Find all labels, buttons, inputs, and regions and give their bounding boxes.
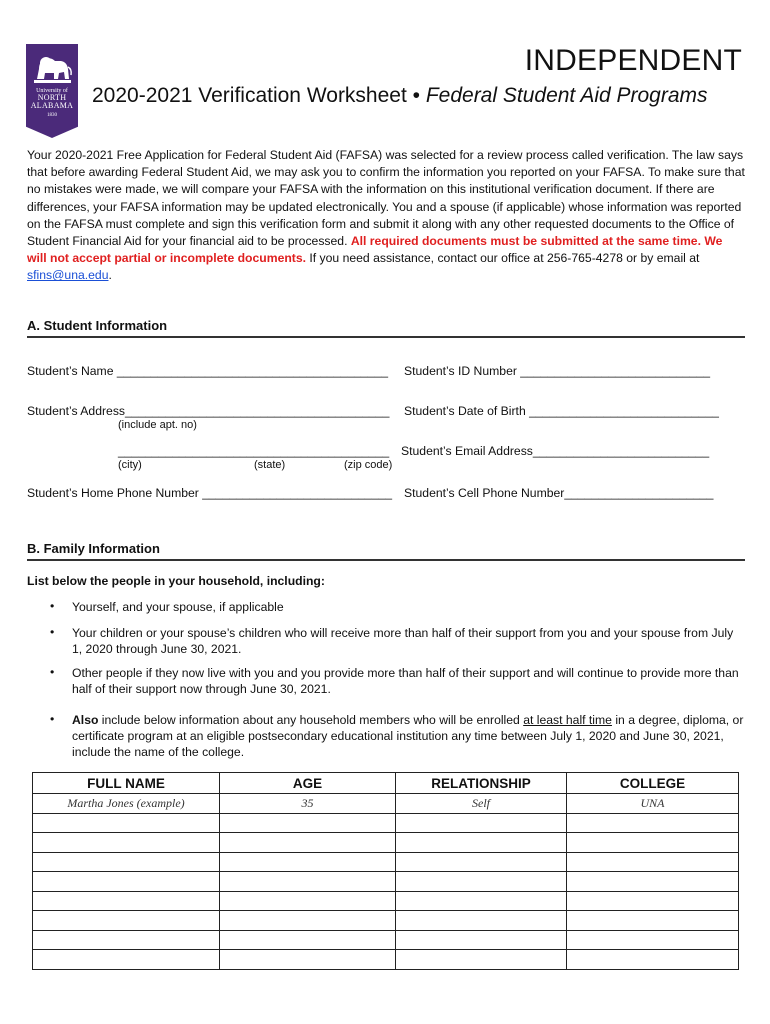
student-address-field[interactable]: Student’s Address_______________________________________	[27, 404, 390, 418]
cell-age[interactable]	[220, 911, 396, 931]
required-warning: All required documents must be submitted at the same time. We will not accept partial or incomplete documents.	[27, 234, 723, 266]
cell-age[interactable]	[220, 833, 396, 853]
cell-relationship[interactable]	[396, 813, 567, 833]
cell-age[interactable]	[220, 852, 396, 872]
cell-relationship[interactable]	[396, 891, 567, 911]
logo-line2: NORTH	[37, 93, 67, 102]
table-row[interactable]	[33, 833, 739, 853]
title-italic: Federal Student Aid Programs	[425, 84, 708, 107]
cell-age[interactable]	[220, 950, 396, 970]
student-name-field[interactable]: Student’s Name ________________________________________	[27, 364, 389, 378]
email-link[interactable]: sfins@una.edu	[27, 268, 109, 283]
table-row[interactable]	[33, 930, 739, 950]
example-college: UNA	[567, 794, 739, 814]
logo-established: 1830	[47, 113, 57, 118]
table-row[interactable]	[33, 813, 739, 833]
lion-icon	[31, 49, 73, 89]
bullet-text-b: in a degree, diploma, or certificate program at an eligible postsecondary educational institution any time between July 1, 2020 and June 30, 2021, include the name of the college.	[72, 713, 744, 759]
page-title	[92, 84, 708, 108]
table-row[interactable]	[33, 852, 739, 872]
table-row[interactable]	[33, 911, 739, 931]
cell-college[interactable]	[567, 891, 739, 911]
cell-relationship[interactable]	[396, 833, 567, 853]
table-row-example	[33, 794, 739, 814]
half-time-term: at least half time	[523, 713, 612, 727]
student-id-field[interactable]: Student’s ID Number ____________________________	[404, 364, 711, 378]
table-header-row	[33, 773, 739, 794]
dependency-status: INDEPENDENT	[524, 44, 742, 77]
title-main: 2020-2021 Verification Worksheet •	[92, 84, 426, 107]
section-a-divider	[27, 336, 745, 338]
logo-line1: University of	[36, 88, 68, 94]
cell-name[interactable]	[33, 852, 220, 872]
cell-name[interactable]	[33, 813, 220, 833]
cell-name[interactable]	[33, 891, 220, 911]
cell-name[interactable]	[33, 930, 220, 950]
intro-paragraph	[27, 147, 745, 285]
cell-college[interactable]	[567, 872, 739, 892]
bullet-also: Also	[72, 713, 99, 727]
cell-relationship[interactable]	[396, 950, 567, 970]
bullet-item: Your children or your spouse’s children who will receive more than half of their support from you and your spouse from July 1, 2020 through June 30, 2021.	[72, 626, 734, 656]
col-college: COLLEGE	[567, 773, 739, 794]
cell-name[interactable]	[33, 950, 220, 970]
bullet-icon: •	[50, 599, 55, 613]
zip-caption: (zip code)	[344, 459, 393, 471]
bullet-icon: •	[50, 712, 55, 726]
cell-relationship[interactable]	[396, 930, 567, 950]
example-name: Martha Jones (example)	[33, 794, 220, 814]
cell-college[interactable]	[567, 911, 739, 931]
cell-relationship[interactable]	[396, 872, 567, 892]
cell-phone-field[interactable]: Student’s Cell Phone Number______________________	[404, 486, 714, 500]
example-relationship: Self	[396, 794, 567, 814]
cell-age[interactable]	[220, 813, 396, 833]
apt-note: (include apt. no)	[118, 419, 197, 431]
table-row[interactable]	[33, 950, 739, 970]
student-email-field[interactable]: Student’s Email Address__________________________	[401, 444, 710, 458]
cell-college[interactable]	[567, 950, 739, 970]
cell-age[interactable]	[220, 872, 396, 892]
table-row[interactable]	[33, 872, 739, 892]
example-age: 35	[220, 794, 396, 814]
logo-line3: ALABAMA	[30, 101, 74, 110]
bullet-item: Yourself, and your spouse, if applicable	[72, 600, 284, 614]
cell-relationship[interactable]	[396, 911, 567, 931]
cell-name[interactable]	[33, 833, 220, 853]
bullet-text-a: include below information about any household members who will be enrolled	[98, 713, 524, 727]
city-caption: (city)	[118, 459, 142, 471]
cell-age[interactable]	[220, 891, 396, 911]
cell-college[interactable]	[567, 930, 739, 950]
student-dob-field[interactable]: Student’s Date of Birth ____________________________	[404, 404, 719, 418]
household-list-intro: List below the people in your household, including:	[27, 574, 325, 588]
bullet-icon: •	[50, 625, 55, 639]
cell-college[interactable]	[567, 833, 739, 853]
household-table	[32, 772, 739, 970]
intro-text: Your 2020-2021 Free Application for Federal Student Aid (FAFSA) was selected for a review process called verification. The law says that before awarding Federal Student Aid, we may ask you to confirm the information you reported on your FAFSA. To make sure that no mistakes were made, we will compare your FAFSA with the information on this institutional verification document. If there are differences, your FAFSA information may be updated electronically. You and a spouse (if applicable) whose information was reported on the FAFSA must complete and sign this verification form and submit it along with any other requested documents to the Office of Student Financial Aid for your financial aid to be processed.	[27, 148, 745, 249]
section-b-divider	[27, 559, 745, 561]
intro-end: .	[108, 268, 112, 283]
table-row[interactable]	[33, 891, 739, 911]
cell-age[interactable]	[220, 930, 396, 950]
cell-relationship[interactable]	[396, 852, 567, 872]
col-full-name: FULL NAME	[33, 773, 220, 794]
city-state-zip-field[interactable]: ________________________________________	[118, 444, 390, 458]
intro-contact: If you need assistance, contact our office at 256-765-4278 or by email at	[306, 251, 700, 266]
cell-college[interactable]	[567, 852, 739, 872]
section-b-heading: B. Family Information	[27, 541, 160, 556]
bullet-icon: •	[50, 665, 55, 679]
section-a-heading: A. Student Information	[27, 318, 168, 333]
col-relationship: RELATIONSHIP	[396, 773, 567, 794]
cell-name[interactable]	[33, 872, 220, 892]
logo-wordmark	[26, 88, 78, 118]
cell-name[interactable]	[33, 911, 220, 931]
bullet-item-college	[72, 712, 744, 760]
col-age: AGE	[220, 773, 396, 794]
bullet-item: Other people if they now live with you and you provide more than half of their support and will continue to provide more than half of their support now through June 30, 2021.	[72, 666, 739, 696]
home-phone-field[interactable]: Student’s Home Phone Number ____________________________	[27, 486, 393, 500]
state-caption: (state)	[254, 459, 286, 471]
cell-college[interactable]	[567, 813, 739, 833]
